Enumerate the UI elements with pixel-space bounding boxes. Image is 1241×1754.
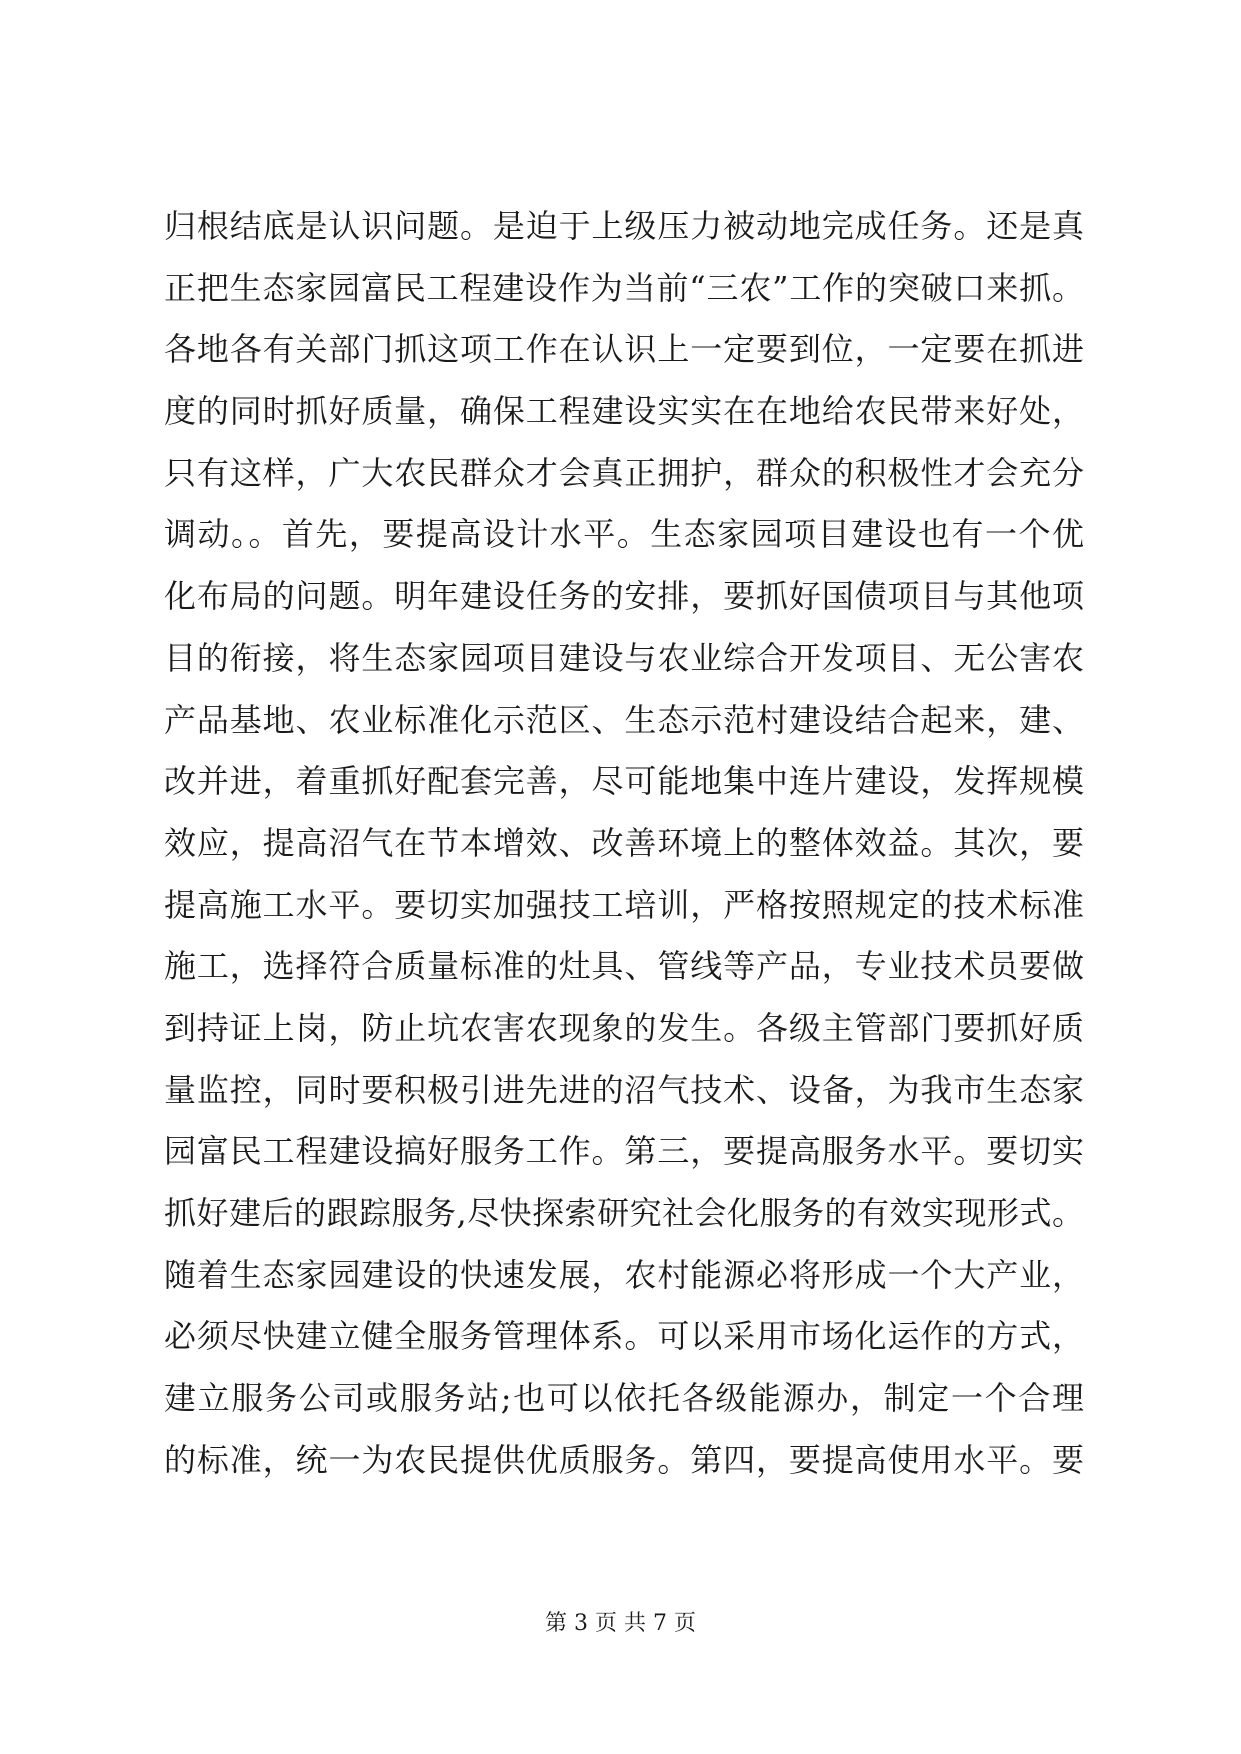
text-line: 只有这样，广大农民群众才会真正拥护，群众的积极性才会充分 [164, 453, 1084, 492]
text-line: 的标准，统一为农民提供优质服务。第四，要提高使用水平。要 [164, 1440, 1084, 1479]
text-line: 目的衔接，将生态家园项目建设与农业综合开发项目、无公害农 [164, 638, 1084, 677]
text-line: 度的同时抓好质量，确保工程建设实实在在地给农民带来好处， [164, 392, 1084, 431]
text-line: 量监控，同时要积极引进先进的沼气技术、设备，为我市生态家 [164, 1070, 1084, 1109]
text-line: 各地各有关部门抓这项工作在认识上一定要到位，一定要在抓进 [164, 330, 1084, 369]
text-line: 提高施工水平。要切实加强技工培训，严格按照规定的技术标准 [164, 885, 1084, 924]
text-line: 园富民工程建设搞好服务工作。第三，要提高服务水平。要切实 [164, 1132, 1084, 1171]
page-number-footer: 第 3 页 共 7 页 [545, 1611, 696, 1636]
text-line: 产品基地、农业标准化示范区、生态示范村建设结合起来，建、 [164, 700, 1084, 739]
text-line: 正把生态家园富民工程建设作为当前“三农”工作的突破口来抓。 [164, 268, 1084, 307]
text-line: 归根结底是认识问题。是迫于上级压力被动地完成任务。还是真 [164, 207, 1084, 245]
text-line: 化布局的问题。明年建设任务的安排，要抓好国债项目与其他项 [164, 577, 1084, 616]
text-line: 到持证上岗，防止坑农害农现象的发生。各级主管部门要抓好质 [164, 1008, 1084, 1047]
text-line: 施工，选择符合质量标准的灶具、管线等产品，专业技术员要做 [164, 947, 1084, 986]
text-line: 抓好建后的跟踪服务,尽快探索研究社会化服务的有效实现形式。 [164, 1194, 1084, 1232]
text-line: 必须尽快建立健全服务管理体系。可以采用市场化运作的方式， [164, 1317, 1084, 1356]
text-line: 调动。。首先，要提高设计水平。生态家园项目建设也有一个优 [164, 515, 1084, 554]
text-line: 效应，提高沼气在节本增效、改善环境上的整体效益。其次，要 [164, 823, 1084, 862]
text-line: 建立服务公司或服务站;也可以依托各级能源办，制定一个合理 [164, 1379, 1084, 1418]
text-line: 改并进，着重抓好配套完善，尽可能地集中连片建设，发挥规模 [164, 762, 1084, 801]
text-line: 随着生态家园建设的快速发展，农村能源必将形成一个大产业， [164, 1255, 1084, 1294]
body-text [164, 196, 1084, 1491]
